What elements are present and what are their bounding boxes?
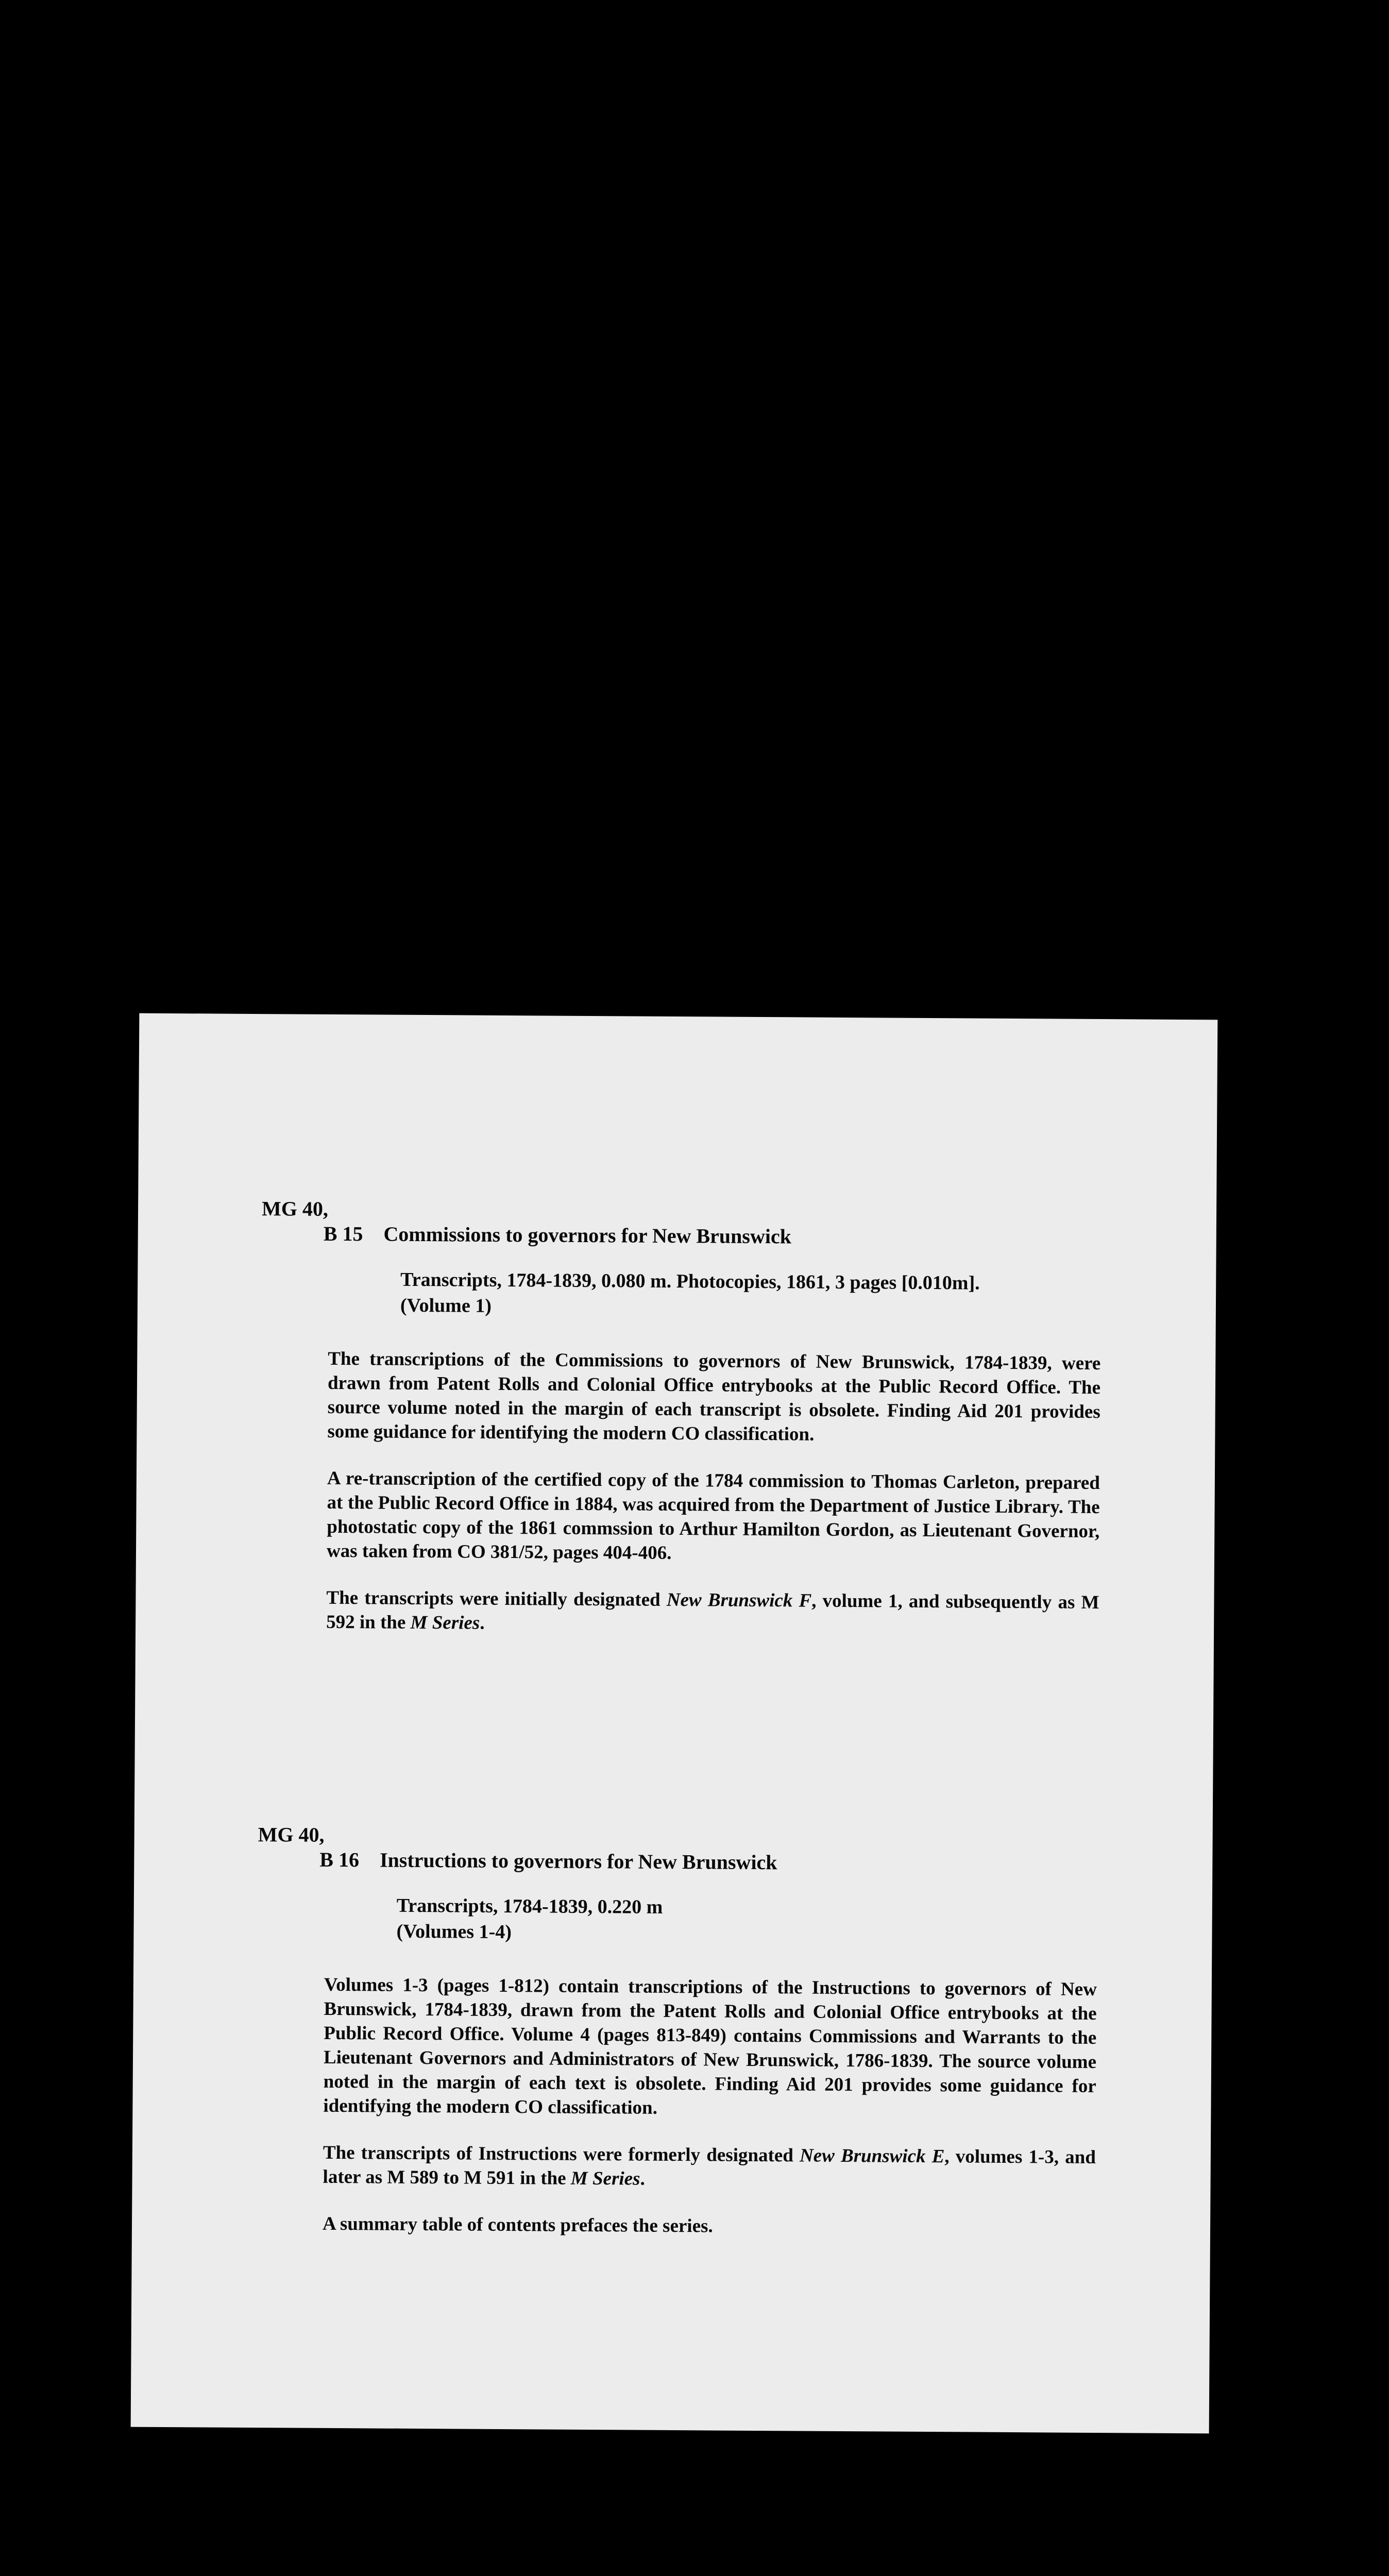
italic-text: New Brunswick F xyxy=(666,1589,812,1612)
section-heading xyxy=(324,1221,1138,1252)
extent-info xyxy=(400,1267,1138,1323)
text-run: , volume 1, and subsequently as M 592 in the xyxy=(326,1590,1099,1633)
text-run: The transcripts were initially designated xyxy=(326,1587,667,1611)
series-title: Instructions to governors for New Brunswick xyxy=(379,1848,777,1874)
description-paragraph xyxy=(326,1586,1099,1639)
description-paragraph: A summary table of contents prefaces the series. xyxy=(322,2213,713,2237)
italic-text: New Brunswick E xyxy=(799,2145,945,2167)
text-run: . xyxy=(640,2168,645,2190)
text-run: , volumes 1-3, and later as M 589 to M 591 in the xyxy=(323,2146,1096,2189)
italic-text: M Series xyxy=(570,2167,640,2190)
manuscript-group-label: MG 40, xyxy=(258,1823,325,1846)
series-title: Commissions to governors for New Brunswick xyxy=(383,1222,792,1248)
series-code: B 15 xyxy=(323,1222,363,1246)
volume-line: (Volumes 1-4) xyxy=(396,1920,512,1943)
section-b15 xyxy=(259,1197,1138,1639)
description-paragraph: A re-transcription of the certified copy of the 1784 commission to Thomas Carleton, prepared at the Public Record Office in 1884, was acquired from the Department of Justice Library. The photostatic copy of the 1861 commssion to Arthur Hamilton Gordon, as Lieutenant Governor, was taken from CO 381/52, pages 404-406. xyxy=(326,1467,1100,1564)
volume-line: (Volume 1) xyxy=(400,1294,492,1317)
description-paragraph: The transcriptions of the Commissions to governors of New Brunswick, 1784-1839, were drawn from Patent Rolls and Colonial Office entrybooks at the Public Record Office. The source volume noted in the margin of each transcript is obsolete. Finding Aid 201 provides some guidance for identifying the modern CO classification. xyxy=(327,1348,1101,1445)
document-page xyxy=(131,1013,1218,2434)
extent-line: Transcripts, 1784-1839, 0.220 m xyxy=(396,1894,663,1918)
extent-info xyxy=(396,1893,1133,1949)
section-heading xyxy=(319,1847,1133,1878)
text-run: The transcripts of Instructions were formerly designated xyxy=(323,2142,800,2166)
section-b16 xyxy=(256,1823,1134,2241)
manuscript-group-label: MG 40, xyxy=(261,1197,329,1221)
text-run: . xyxy=(480,1612,485,1634)
description-paragraph xyxy=(323,2141,1096,2194)
extent-line: Transcripts, 1784-1839, 0.080 m. Photocopies, 1861, 3 pages [0.010m]. xyxy=(400,1268,980,1294)
italic-text: M Series xyxy=(410,1612,480,1634)
series-code: B 16 xyxy=(319,1848,360,1872)
description-paragraph: Volumes 1-3 (pages 1-812) contain transcriptions of the Instructions to governors of New Brunswick, 1784-1839, drawn from the Patent Rolls and Colonial Office entrybooks at the Public Record Office. Volume 4 (pages 813-849) contains Commissions and Warrants to the Lieutenant Governors and Administrators of New Brunswick, 1786-1839. The source volume noted in the margin of each text is obsolete. Finding Aid 201 provides some guidance for identifying the modern CO classification. xyxy=(323,1974,1097,2119)
